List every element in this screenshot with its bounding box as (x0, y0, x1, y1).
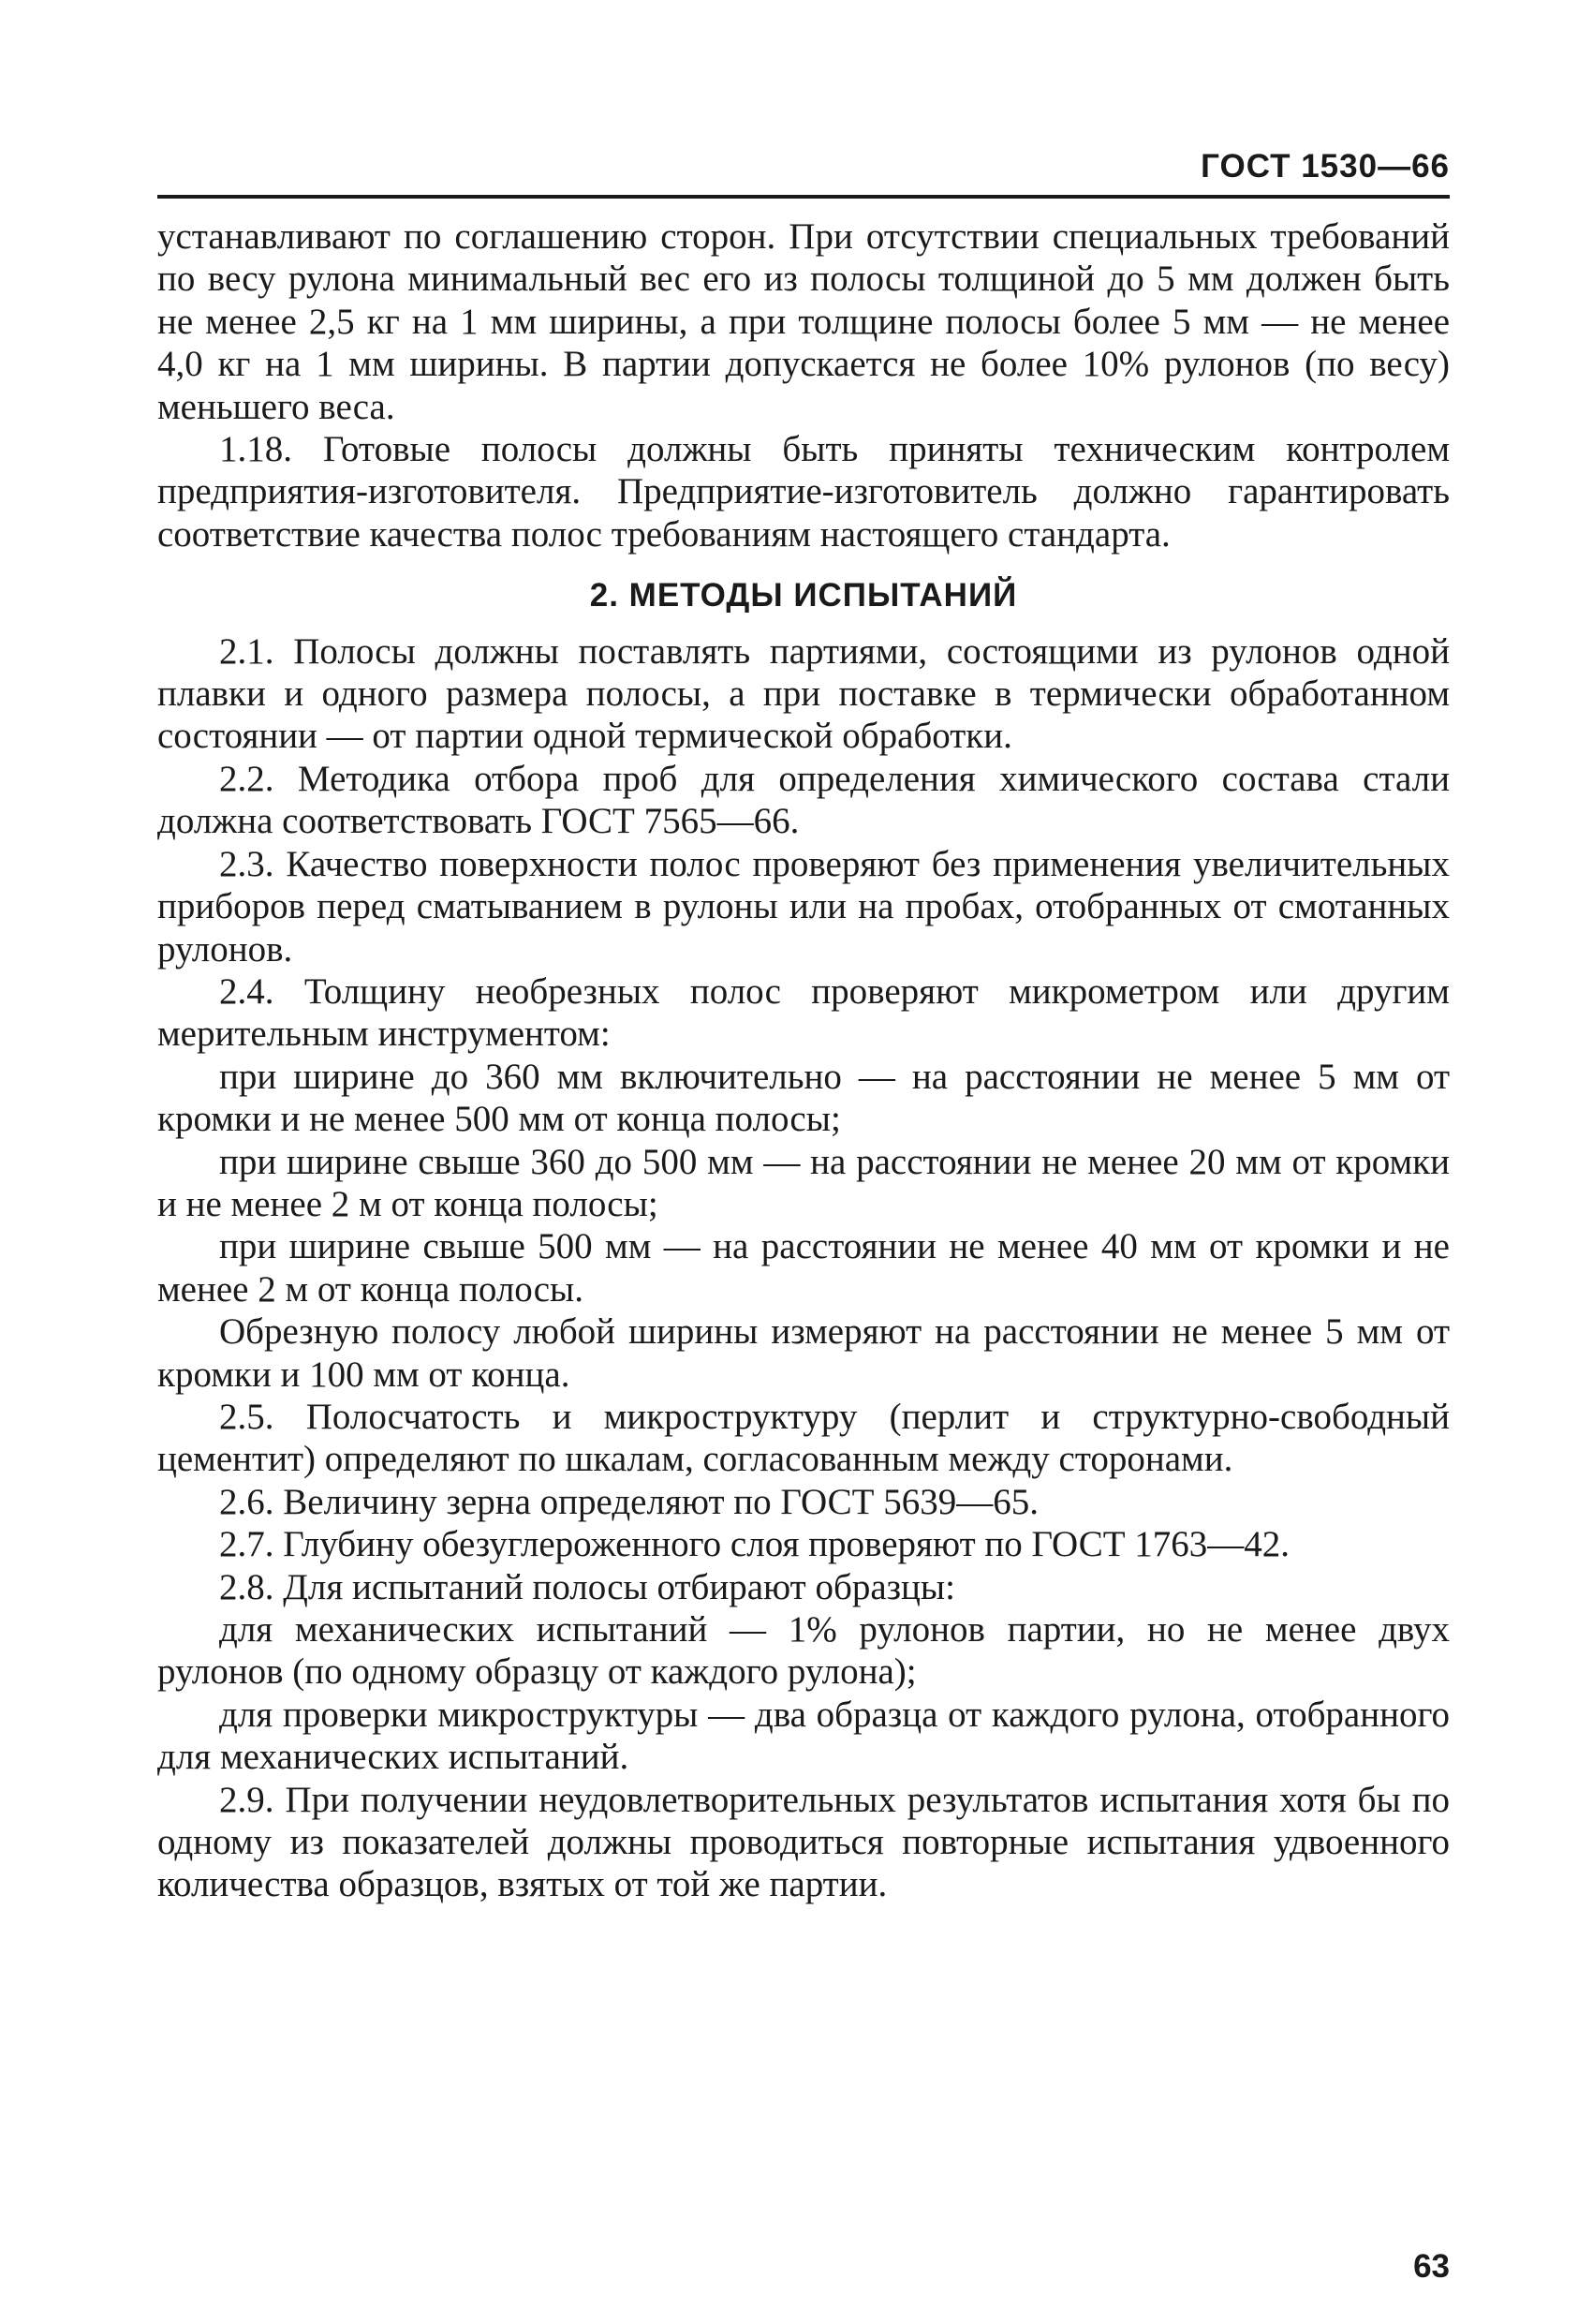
paragraph-2-4-trimmed: Обрезную полосу любой ширины измеряют на расстоянии не менее 5 мм от кромки и 100 мм от конца. (157, 1311, 1450, 1395)
paragraph-2-8-mechanical: для механических испытаний — 1% рулонов партии, но не менее двух рулонов (по одному образцу от каждого рулона); (157, 1609, 1450, 1693)
paragraph-2-4-width-360: при ширине до 360 мм включительно — на расстоянии не менее 5 мм от кромки и не менее 500 мм от конца полосы; (157, 1056, 1450, 1140)
paragraph-2-9: 2.9. При получении неудовлетворительных результатов испытания хотя бы по одному из показателей должны проводиться повторные испытания удвоенного количества образцов, взятых от той же партии. (157, 1779, 1450, 1905)
paragraph-2-2: 2.2. Методика отбора проб для определения химического состава стали должна соответствовать ГОСТ 7565—66. (157, 758, 1450, 842)
body-text (157, 215, 1450, 1906)
header-rule (157, 195, 1450, 199)
paragraph-2-7: 2.7. Глубину обезуглероженного слоя проверяют по ГОСТ 1763—42. (219, 1524, 1291, 1565)
paragraph-1-18: 1.18. Готовые полосы должны быть приняты техническим контролем предприятия-изготовителя. Предприятие-изготовитель должно гарантировать соответствие качества полос требованиям настоящего стандарта. (157, 429, 1450, 555)
paragraph-2-3: 2.3. Качество поверхности полос проверяют без применения увеличительных приборов перед сматыванием в рулоны или на пробах, отобранных от смотанных рулонов. (157, 843, 1450, 970)
section-title: 2. МЕТОДЫ ИСПЫТАНИЙ (589, 577, 1018, 614)
paragraph-2-4-width-500: при ширине свыше 500 мм — на расстоянии не менее 40 мм от кромки и не менее 2 м от конца полосы. (157, 1226, 1450, 1310)
paragraph-2-8: 2.8. Для испытаний полосы отбирают образцы: (219, 1566, 955, 1607)
paragraph-2-1: 2.1. Полосы должны поставлять партиями, состоящими из рулонов одной плавки и одного размера полосы, а при поставке в термически обработанном состоянии — от партии одной термической обработки. (157, 630, 1450, 757)
paragraph-2-6: 2.6. Величину зерна определяют по ГОСТ 5639—65. (219, 1481, 1039, 1522)
standard-code: ГОСТ 1530—66 (1201, 148, 1450, 185)
paragraph-2-4: 2.4. Толщину необрезных полос проверяют микрометром или другим мерительным инструментом: (157, 970, 1450, 1055)
page-number: 63 (1413, 2248, 1450, 2285)
paragraph-2-4-width-360-500: при ширине свыше 360 до 500 мм — на расстоянии не менее 20 мм от кромки и не менее 2 м от конца полосы; (157, 1141, 1450, 1224)
paragraph-2-5: 2.5. Полосчатость и микроструктуру (перлит и структурно-свободный цементит) определяют по шкалам, согласованным между сторонами. (157, 1396, 1450, 1480)
page-header (157, 141, 1450, 197)
paragraph-2-8-microstructure: для проверки микроструктуры — два образца от каждого рулона, отобранного для механических испытаний. (157, 1694, 1450, 1778)
paragraph-continuation: устанавливают по соглашению сторон. При отсутствии специальных требований по весу рулона минимальный вес его из полосы толщиной до 5 мм должен быть не менее 2,5 кг на 1 мм ширины, а при толщине полосы более 5 мм — не менее 4,0 кг на 1 мм ширины. В партии допускается не более 10% рулонов (по весу) меньшего веса. (157, 216, 1450, 427)
